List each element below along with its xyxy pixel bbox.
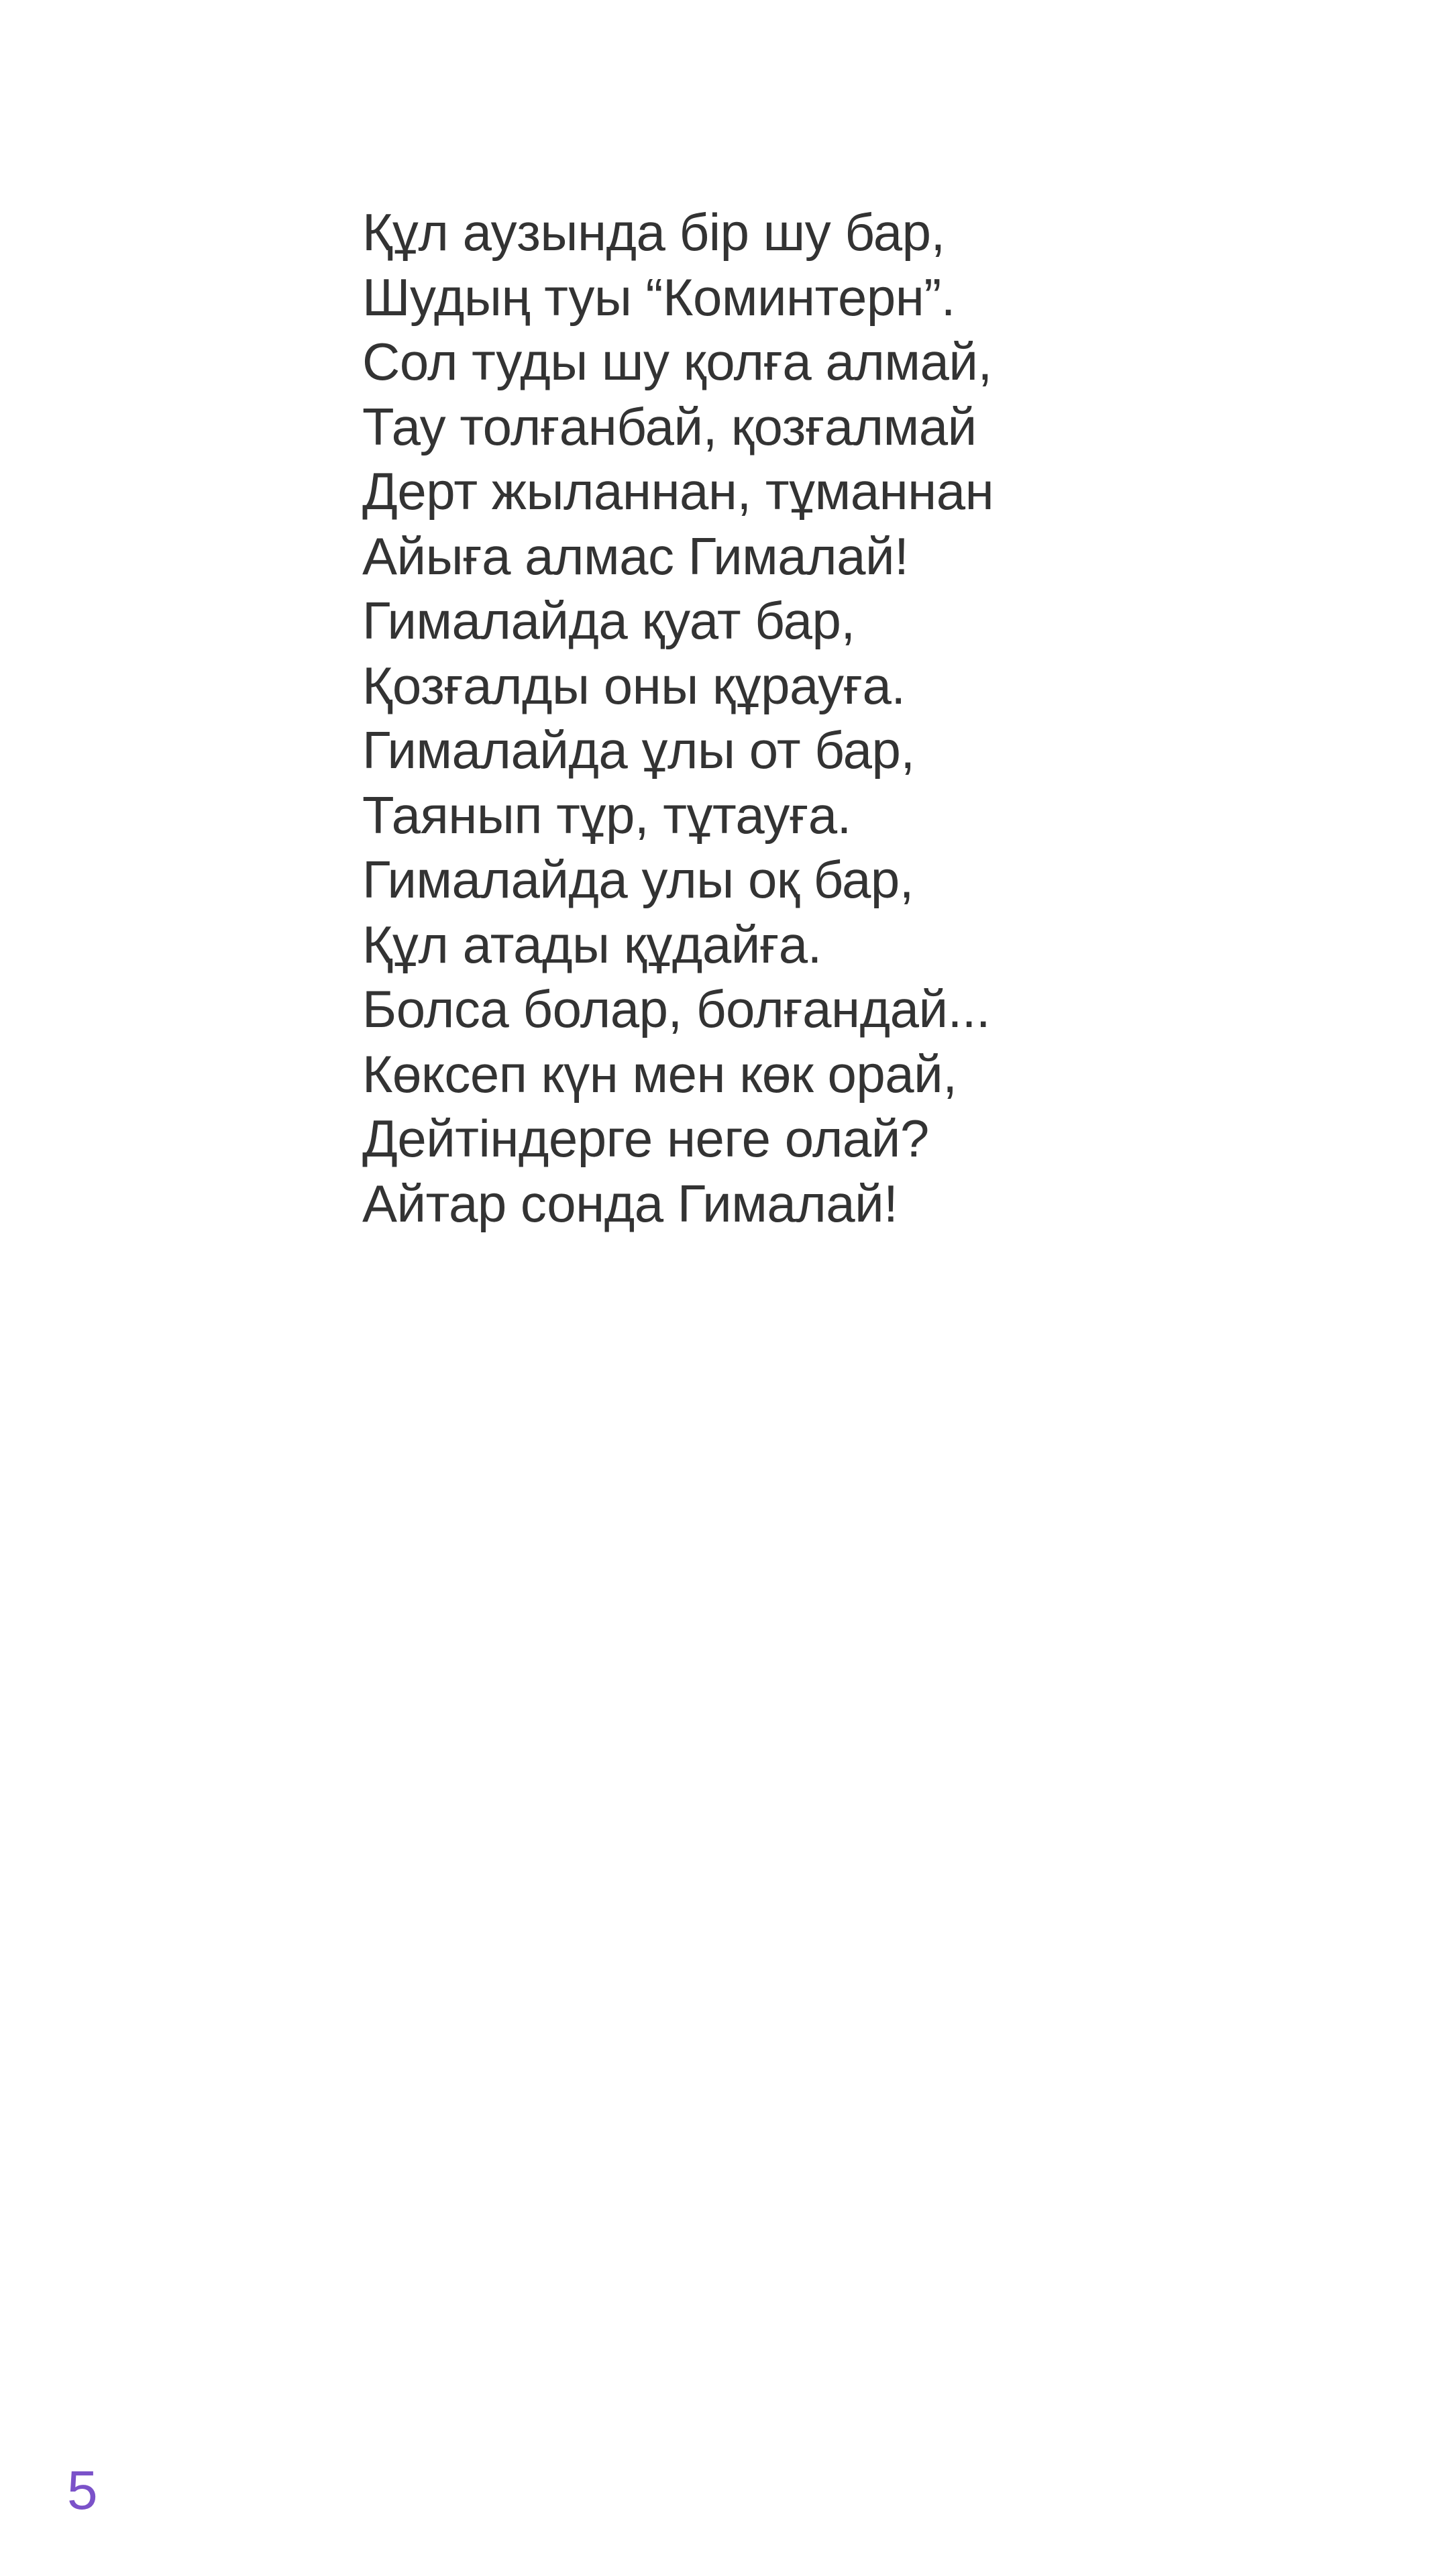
poem-line: Дерт жыланнан, тұманнан	[362, 462, 994, 521]
poem-line: Таянып тұр, тұтауға.	[362, 785, 851, 845]
poem-line: Сол туды шу қолға алмай,	[362, 332, 992, 391]
poem-line: Гималайда улы оқ бар,	[362, 850, 914, 909]
poem-line: Шудың туы “Коминтерн”.	[362, 267, 955, 327]
poem-line: Дейтіндерге неге олай?	[362, 1109, 929, 1168]
poem-line: Құл атады құдайға.	[362, 914, 822, 974]
poem-line: Тау толғанбай, қозғалмай	[362, 396, 977, 456]
poem-text	[362, 200, 994, 1236]
poem-line: Көксеп күн мен көк орай,	[362, 1044, 957, 1104]
poem-line: Гималайда ұлы от бар,	[362, 720, 915, 780]
poem-line: Айтар сонда Гималай!	[362, 1173, 898, 1233]
page-number: 5	[67, 2460, 98, 2521]
poem-line: Гималайда қуат бар,	[362, 591, 855, 650]
poem-line: Қозғалды оны құрауға.	[362, 655, 906, 715]
poem-line: Айыға алмас Гималай!	[362, 526, 909, 586]
poem-line: Құл аузында бір шу бар,	[362, 203, 945, 262]
poem-line: Болса болар, болғандай...	[362, 979, 991, 1038]
